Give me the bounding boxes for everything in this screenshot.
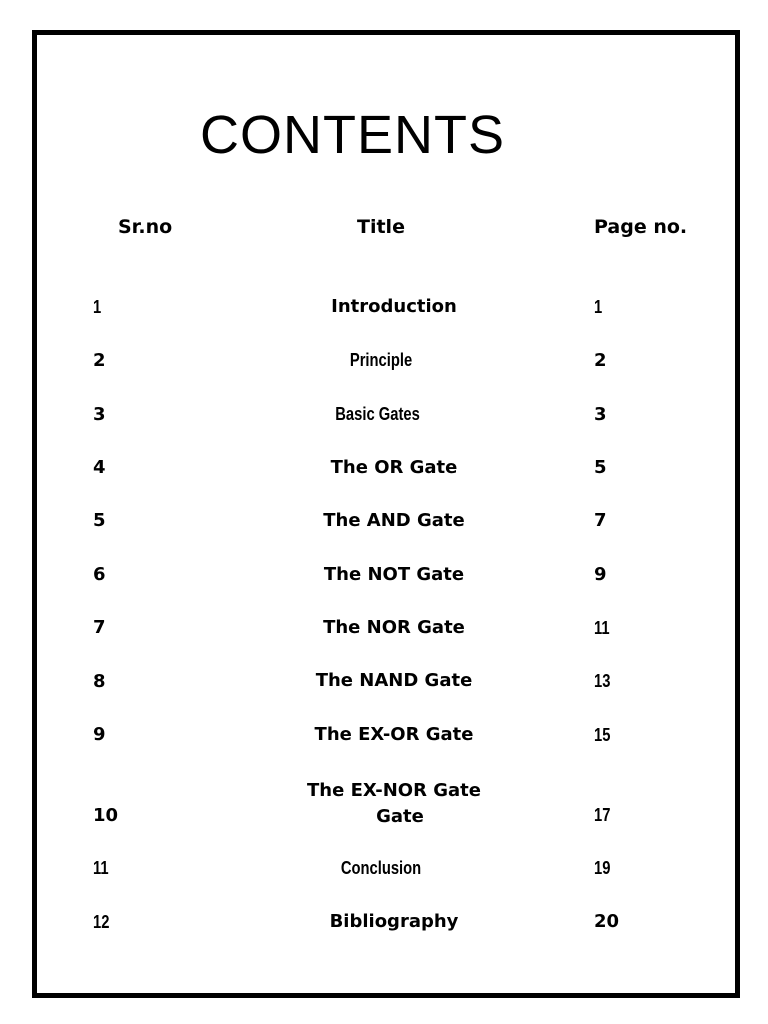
row-3-page: 3	[594, 404, 607, 425]
row-4-page: 5	[594, 457, 607, 478]
row-3-sr: 3	[93, 404, 106, 425]
column-header-page: Page no.	[594, 216, 688, 238]
column-header-sr: Sr.no	[118, 216, 173, 238]
row-1-sr: 1	[93, 297, 102, 317]
row-8-page: 13	[594, 671, 611, 691]
row-11-page: 19	[594, 858, 611, 878]
row-10-title: The EX-NOR Gate	[307, 780, 481, 801]
row-4-title: The OR Gate	[330, 457, 458, 478]
row-12-title: Bibliography	[329, 911, 459, 932]
row-7-page: 11	[594, 618, 610, 638]
row-9-title: The EX-OR Gate	[314, 724, 474, 745]
row-10-page: 17	[594, 805, 611, 825]
row-5-sr: 5	[93, 510, 106, 531]
row-2-title: Principle	[349, 350, 413, 370]
column-header-title: Title	[357, 216, 405, 238]
row-1-page: 1	[594, 297, 603, 317]
row-8-title: The NAND Gate	[315, 670, 473, 691]
row-10-title-line2: Gate	[376, 806, 424, 827]
row-2-page: 2	[594, 350, 607, 371]
row-11-title: Conclusion	[340, 858, 422, 878]
row-1-title: Introduction	[331, 296, 457, 317]
row-6-title: The NOT Gate	[323, 564, 465, 585]
row-6-page: 9	[594, 564, 607, 585]
page-title: CONTENTS	[200, 105, 505, 165]
row-12-sr: 12	[93, 912, 110, 932]
row-7-sr: 7	[93, 617, 106, 638]
row-2-sr: 2	[93, 350, 106, 371]
row-4-sr: 4	[93, 457, 106, 478]
row-5-title: The AND Gate	[323, 510, 465, 531]
row-5-page: 7	[594, 510, 607, 531]
row-11-sr: 11	[93, 858, 109, 878]
row-7-title: The NOR Gate	[323, 617, 465, 638]
row-10-sr: 10	[93, 805, 119, 826]
row-6-sr: 6	[93, 564, 106, 585]
row-12-page: 20	[594, 911, 620, 932]
row-8-sr: 8	[93, 671, 106, 692]
row-9-page: 15	[594, 725, 611, 745]
row-3-title: Basic Gates	[335, 404, 421, 424]
row-9-sr: 9	[93, 724, 106, 745]
